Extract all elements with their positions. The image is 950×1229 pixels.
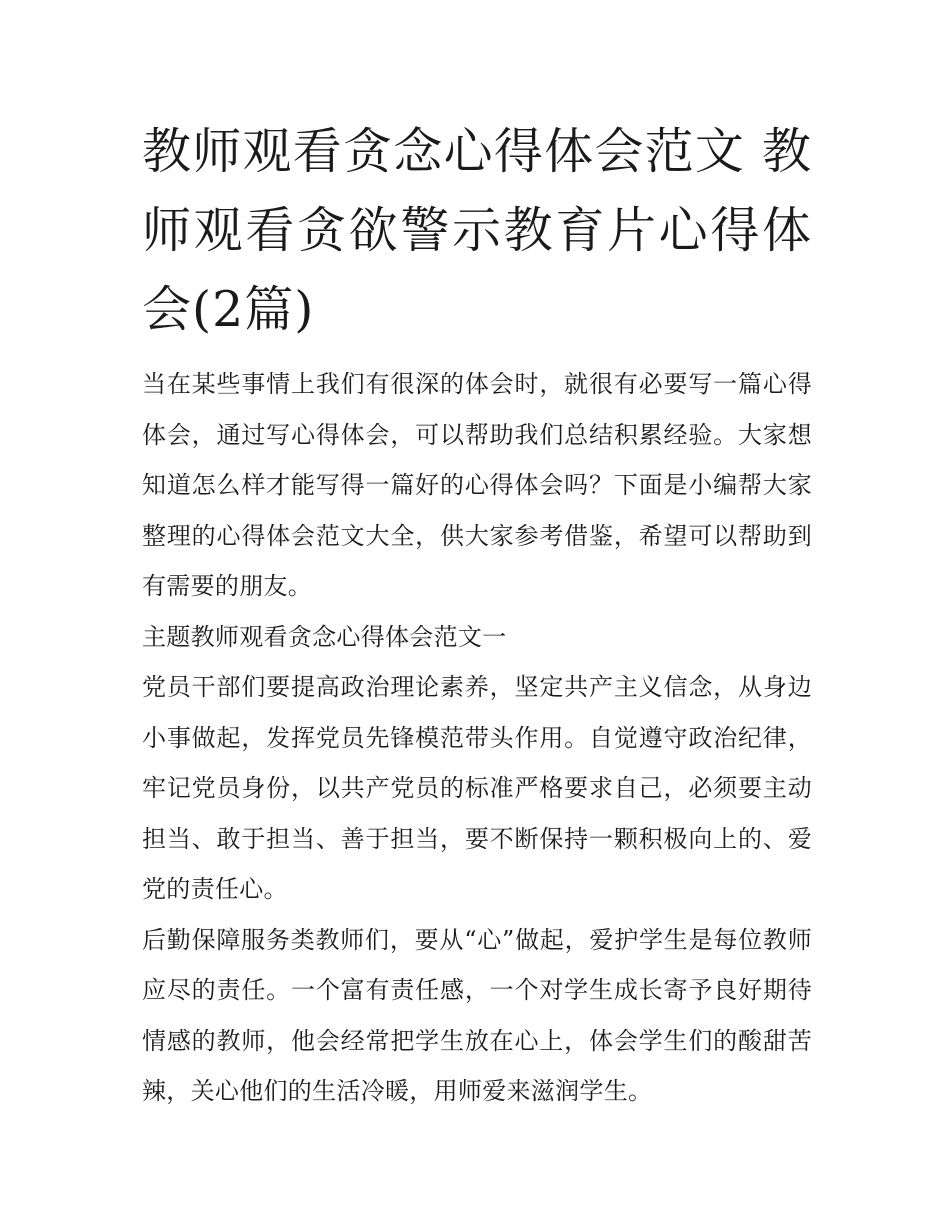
document-page — [142, 112, 812, 1117]
body-paragraph-2: 后勤保障服务类教师们，要从“心”做起，爱护学生是每位教师应尽的责任。一个富有责任感，一个对学生成长寄予良好期待情感的教师，他会经常把学生放在心上，体会学生们的酸甜苦辣，关心他们的生活冷暖，用师爱来滋润学生。 — [142, 925, 812, 1105]
document-title: 教师观看贪念心得体会范文 教师观看贪欲警示教育片心得体会(2篇) — [142, 123, 812, 338]
intro-paragraph: 当在某些事情上我们有很深的体会时，就很有必要写一篇心得体会，通过写心得体会，可以帮助我们总结积累经验。大家想知道怎么样才能写得一篇好的心得体会吗？下面是小编帮大家整理的心得体会范文大全，供大家参考借鉴，希望可以帮助到有需要的朋友。 — [142, 370, 812, 600]
section-heading: 主题教师观看贪念心得体会范文一 — [142, 622, 507, 651]
body-paragraph-1: 党员干部们要提高政治理论素养，坚定共产主义信念，从身边小事做起，发挥党员先锋模范带头作用。自觉遵守政治纪律，牢记党员身份，以共产党员的标准严格要求自己，必须要主动担当、敢于担当、善于担当，要不断保持一颗积极向上的、爱党的责任心。 — [142, 673, 812, 903]
